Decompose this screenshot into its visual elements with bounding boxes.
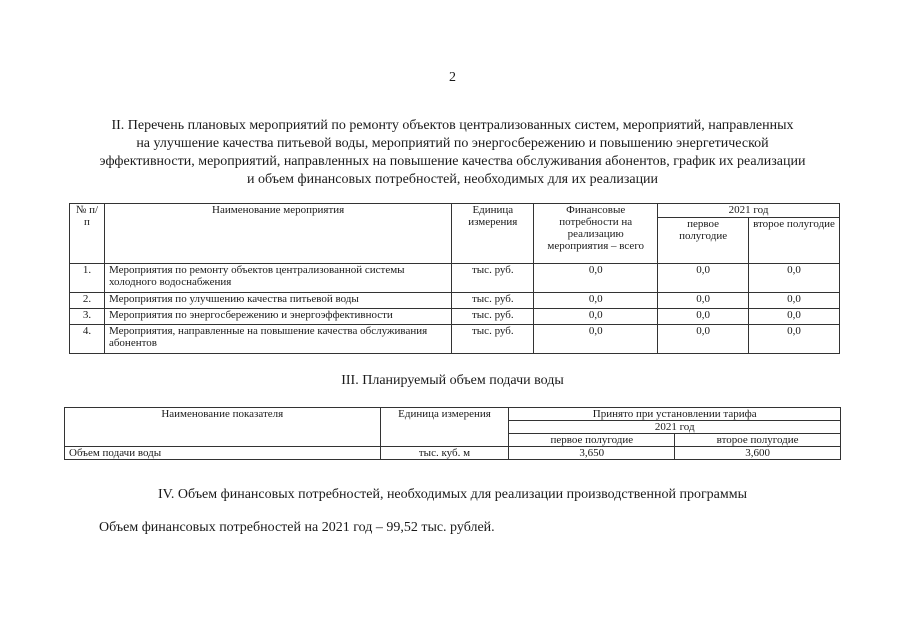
- row-unit: тыс. руб.: [452, 293, 534, 309]
- section-2-title-line: эффективности, мероприятий, направленных на повышение качества обслуживания абонентов, график их реализации: [99, 154, 806, 169]
- row-unit: тыс. руб.: [452, 309, 534, 325]
- row-second-half: 0,0: [749, 325, 840, 354]
- table-row: [65, 447, 841, 460]
- row-second-half: 0,0: [749, 309, 840, 325]
- header-year: 2021 год: [509, 421, 841, 434]
- header-finance: Финансовые потребности на реализацию мероприятия – всего: [534, 204, 658, 264]
- row-second-half: 0,0: [749, 264, 840, 293]
- section-2-title-line: на улучшение качества питьевой воды, мероприятий по энергосбережению и повышению энергетической: [136, 136, 769, 151]
- row-first-half: 0,0: [658, 325, 749, 354]
- row-activity-name: Мероприятия по энергосбережению и энергоэффективности: [104, 309, 451, 325]
- row-second-half: 3,600: [675, 447, 841, 460]
- section-2-title: [60, 117, 845, 189]
- header-unit: Единица измерения: [452, 204, 534, 264]
- financial-summary: Объем финансовых потребностей на 2021 год – 99,52 тыс. рублей.: [99, 520, 495, 535]
- header-num: № п/п: [70, 204, 105, 264]
- table-row: [70, 309, 840, 325]
- row-indicator-name: Объем подачи воды: [65, 447, 381, 460]
- section-2-title-line: и объем финансовых потребностей, необходимых для их реализации: [246, 172, 659, 187]
- table-row: [70, 293, 840, 309]
- row-unit: тыс. руб.: [452, 264, 534, 293]
- row-first-half: 0,0: [658, 293, 749, 309]
- header-second-half: второе полугодие: [675, 434, 841, 447]
- row-total: 0,0: [534, 325, 658, 354]
- page-number: 2: [449, 70, 456, 85]
- row-activity-name: Мероприятия по ремонту объектов централизованной системы холодного водоснабжения: [104, 264, 451, 293]
- water-supply-table: [64, 407, 841, 460]
- row-second-half: 0,0: [749, 293, 840, 309]
- row-activity-name: Мероприятия, направленные на повышение качества обслуживания абонентов: [104, 325, 451, 354]
- header-indicator: Наименование показателя: [65, 408, 381, 447]
- header-activity-name: Наименование мероприятия: [104, 204, 451, 264]
- row-total: 0,0: [534, 293, 658, 309]
- row-unit: тыс. куб. м: [380, 447, 509, 460]
- row-total: 0,0: [534, 309, 658, 325]
- header-first-half: первое полугодие: [658, 218, 749, 264]
- section-2-title-line: II. Перечень плановых мероприятий по ремонту объектов централизованных систем, мероприятий, направленных: [111, 118, 794, 133]
- header-year: 2021 год: [658, 204, 840, 218]
- row-activity-name: Мероприятия по улучшению качества питьевой воды: [104, 293, 451, 309]
- table-row: [70, 264, 840, 293]
- table-row: [70, 325, 840, 354]
- row-total: 0,0: [534, 264, 658, 293]
- header-unit: Единица измерения: [380, 408, 509, 447]
- row-first-half: 0,0: [658, 309, 749, 325]
- row-first-half: 0,0: [658, 264, 749, 293]
- row-num: 3.: [70, 309, 105, 325]
- header-second-half: второе полугодие: [749, 218, 840, 264]
- row-num: 2.: [70, 293, 105, 309]
- row-unit: тыс. руб.: [452, 325, 534, 354]
- header-first-half: первое полугодие: [509, 434, 675, 447]
- row-num: 1.: [70, 264, 105, 293]
- activities-table: [69, 203, 840, 354]
- section-3-title: III. Планируемый объем подачи воды: [341, 373, 564, 388]
- section-4-title: IV. Объем финансовых потребностей, необходимых для реализации производственной программы: [157, 487, 748, 502]
- row-first-half: 3,650: [509, 447, 675, 460]
- header-accepted: Принято при установлении тарифа: [509, 408, 841, 421]
- row-num: 4.: [70, 325, 105, 354]
